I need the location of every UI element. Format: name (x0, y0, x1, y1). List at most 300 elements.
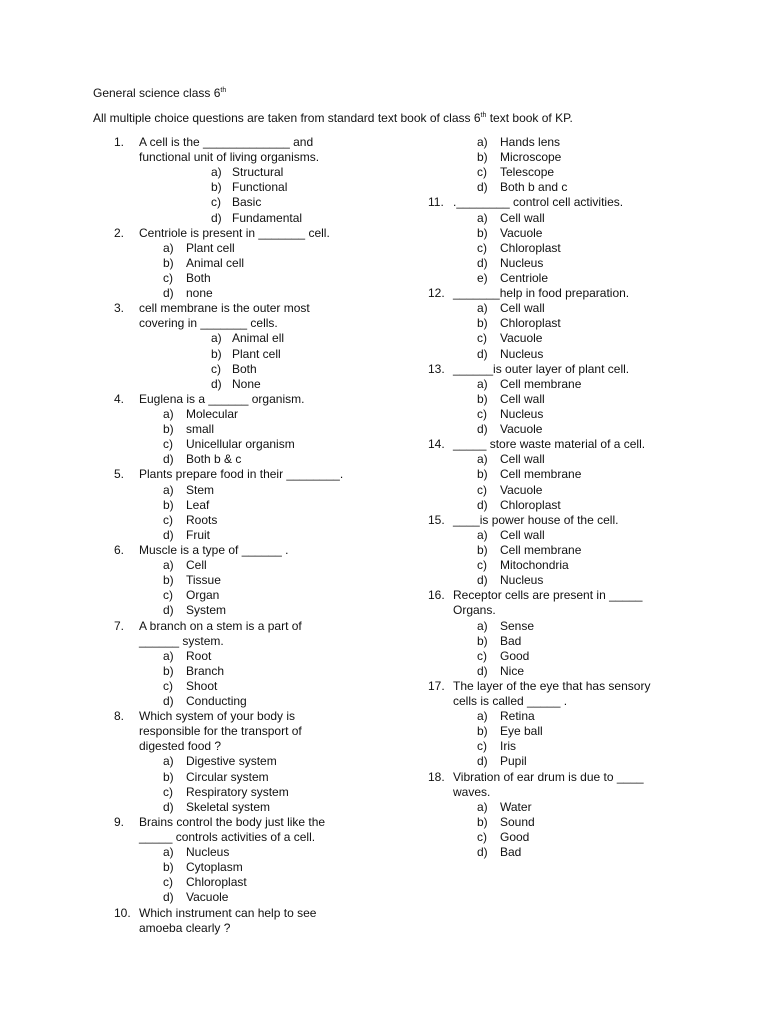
question-text: Centriole is present in _______ cell. (139, 225, 330, 240)
option-text: Respiratory system (186, 784, 289, 799)
option-text: Nucleus (500, 406, 544, 421)
answer-option (428, 739, 758, 754)
option-letter: b) (477, 814, 488, 829)
option-letter: b) (477, 150, 488, 165)
answer-option (428, 135, 758, 150)
answer-option (428, 709, 758, 724)
option-letter: d) (477, 573, 488, 588)
answer-option (428, 241, 758, 256)
option-list (428, 709, 758, 769)
option-list (114, 165, 444, 225)
answer-option (114, 286, 444, 301)
question-item (114, 543, 444, 619)
question-text: waves. (453, 784, 491, 799)
answer-option (114, 860, 444, 875)
question-line (114, 135, 444, 150)
option-text: Nucleus (186, 845, 230, 860)
question-text: cells is called _____ . (453, 694, 568, 709)
option-letter: c) (477, 739, 487, 754)
question-item (114, 619, 444, 710)
option-text: Animal cell (186, 255, 245, 270)
option-text: Cell wall (500, 391, 545, 406)
option-letter: c) (477, 331, 487, 346)
answer-option (114, 362, 444, 377)
option-text: Bad (500, 845, 522, 860)
option-text: Cell wall (500, 301, 545, 316)
answer-option (428, 180, 758, 195)
option-text: Chloroplast (500, 240, 561, 255)
option-letter: a) (163, 558, 174, 573)
question-line (114, 316, 444, 331)
option-letter: a) (163, 240, 174, 255)
answer-option (114, 573, 444, 588)
question-line (114, 150, 444, 165)
option-letter: d) (477, 497, 488, 512)
question-line (114, 815, 444, 830)
question-item (114, 301, 444, 392)
option-letter: c) (477, 648, 487, 663)
option-letter: a) (211, 331, 222, 346)
option-text: Shoot (186, 678, 218, 693)
answer-option (114, 800, 444, 815)
question-line (114, 634, 444, 649)
option-letter: b) (211, 346, 222, 361)
question-number: 8. (114, 709, 125, 724)
option-text: Nice (500, 663, 525, 678)
answer-option (114, 452, 444, 467)
option-letter: d) (477, 255, 488, 270)
option-letter: c) (477, 482, 487, 497)
option-text: Pupil (500, 754, 527, 769)
intro-text-end: text book of KP. (486, 111, 573, 125)
question-text: Which instrument can help to see (139, 905, 317, 920)
answer-option (114, 271, 444, 286)
option-text: Mitochondria (500, 558, 569, 573)
question-text: Plants prepare food in their ________. (139, 467, 344, 482)
question-item (428, 679, 758, 770)
answer-option (114, 890, 444, 905)
option-letter: b) (477, 467, 488, 482)
option-list (428, 619, 758, 679)
option-text: Chloroplast (500, 316, 561, 331)
answer-option (428, 347, 758, 362)
option-text: Retina (500, 709, 535, 724)
option-text: Microscope (500, 150, 562, 165)
answer-option (114, 165, 444, 180)
option-letter: a) (163, 754, 174, 769)
answer-option (428, 256, 758, 271)
option-text: Bad (500, 633, 522, 648)
option-letter: b) (163, 255, 174, 270)
option-text: Sense (500, 618, 535, 633)
answer-option (428, 528, 758, 543)
option-list (428, 211, 758, 287)
option-text: Both b and c (500, 180, 568, 195)
option-text: Iris (500, 739, 516, 754)
answer-option (428, 316, 758, 331)
option-text: Cell membrane (500, 542, 582, 557)
question-number: 7. (114, 618, 125, 633)
answer-option (114, 649, 444, 664)
answer-option (428, 754, 758, 769)
question-line (114, 543, 444, 558)
option-text: Nucleus (500, 573, 544, 588)
question-item (428, 195, 758, 286)
question-text: cell membrane is the outer most (139, 301, 310, 316)
option-text: Water (500, 799, 532, 814)
option-list (114, 649, 444, 709)
answer-option (114, 483, 444, 498)
option-letter: c) (477, 558, 487, 573)
option-text: Good (500, 830, 530, 845)
answer-option (428, 543, 758, 558)
right-question-column (428, 135, 758, 860)
question-text: _____ controls activities of a cell. (139, 830, 316, 845)
question-item (114, 226, 444, 302)
answer-option (428, 815, 758, 830)
answer-option (114, 558, 444, 573)
question-text: Organs. (453, 603, 496, 618)
option-letter: b) (163, 497, 174, 512)
question-line (114, 739, 444, 754)
option-letter: a) (477, 301, 488, 316)
question-text: Euglena is a ______ organism. (139, 391, 305, 406)
question-text: responsible for the transport of (139, 724, 302, 739)
question-line (428, 679, 758, 694)
option-list (428, 452, 758, 512)
question-line (114, 724, 444, 739)
option-text: small (186, 422, 215, 437)
option-text: Organ (186, 588, 220, 603)
question-number: 9. (114, 814, 125, 829)
question-item (428, 770, 758, 861)
answer-option (114, 211, 444, 226)
option-text: Leaf (186, 497, 210, 512)
option-text: Digestive system (186, 754, 277, 769)
option-text: Plant cell (232, 346, 281, 361)
question-item (114, 467, 444, 543)
answer-option (428, 211, 758, 226)
option-letter: c) (211, 195, 221, 210)
option-text: Fundamental (232, 210, 303, 225)
answer-option (114, 347, 444, 362)
question-line (114, 301, 444, 316)
option-text: Nucleus (500, 255, 544, 270)
option-letter: b) (477, 225, 488, 240)
option-list (428, 800, 758, 860)
option-letter: d) (163, 527, 174, 542)
question-line (428, 437, 758, 452)
answer-option (428, 226, 758, 241)
question-line (114, 619, 444, 634)
question-line (428, 603, 758, 618)
option-letter: b) (163, 573, 174, 588)
answer-option (428, 452, 758, 467)
option-text: Good (500, 648, 530, 663)
question-number: 5. (114, 467, 125, 482)
option-letter: d) (477, 754, 488, 769)
option-list (114, 241, 444, 301)
answer-option (428, 724, 758, 739)
option-text: Telescope (500, 165, 555, 180)
option-letter: a) (163, 845, 174, 860)
option-letter: a) (477, 210, 488, 225)
question-text: ______is outer layer of plant cell. (453, 361, 630, 376)
question-item (114, 906, 444, 936)
answer-option (114, 679, 444, 694)
question-number: 1. (114, 135, 125, 149)
option-text: Tissue (186, 573, 221, 588)
option-text: Cytoplasm (186, 860, 243, 875)
answer-option (428, 150, 758, 165)
question-line (428, 694, 758, 709)
answer-option (114, 241, 444, 256)
option-text: Vacuole (500, 422, 543, 437)
option-letter: b) (477, 633, 488, 648)
option-text: Root (186, 648, 212, 663)
question-text: Which system of your body is (139, 709, 296, 724)
answer-option (114, 180, 444, 195)
option-letter: c) (163, 588, 173, 603)
answer-option (114, 770, 444, 785)
option-letter: c) (477, 830, 487, 845)
answer-option (428, 800, 758, 815)
answer-option (428, 331, 758, 346)
question-line (114, 467, 444, 482)
option-letter: a) (477, 452, 488, 467)
answer-option (114, 407, 444, 422)
document-title (93, 86, 226, 100)
option-letter: c) (477, 240, 487, 255)
answer-option (428, 271, 758, 286)
title-text: General science class 6 (93, 86, 221, 100)
option-list (114, 845, 444, 905)
answer-option (428, 573, 758, 588)
question-number: 16. (428, 588, 445, 603)
option-letter: b) (211, 180, 222, 195)
option-text: Cell (186, 558, 207, 573)
answer-option (428, 845, 758, 860)
answer-option (428, 558, 758, 573)
question-text: _______help in food preparation. (453, 286, 630, 301)
option-text: Cell wall (500, 527, 545, 542)
answer-option (428, 377, 758, 392)
option-letter: a) (163, 406, 174, 421)
answer-option (428, 649, 758, 664)
option-list (428, 377, 758, 437)
option-letter: d) (477, 422, 488, 437)
option-text: Functional (232, 180, 288, 195)
option-letter: d) (163, 603, 174, 618)
option-text: Circular system (186, 769, 269, 784)
option-letter: a) (477, 618, 488, 633)
option-list (114, 331, 444, 391)
question-item (428, 513, 758, 589)
option-letter: d) (163, 694, 174, 709)
option-letter: a) (211, 165, 222, 180)
option-letter: a) (163, 648, 174, 663)
option-letter: d) (477, 180, 488, 195)
option-text: Chloroplast (186, 875, 247, 890)
option-letter: e) (477, 270, 488, 285)
question-number: 10. (114, 905, 131, 920)
option-list (114, 483, 444, 543)
option-letter: d) (477, 346, 488, 361)
option-text: Vacuole (186, 890, 229, 905)
question-text: The layer of the eye that has sensory (453, 678, 651, 693)
option-text: Vacuole (500, 225, 543, 240)
answer-option (114, 694, 444, 709)
option-letter: d) (211, 210, 222, 225)
question-line (428, 362, 758, 377)
answer-option (114, 498, 444, 513)
question-item (114, 815, 444, 906)
question-item (114, 392, 444, 468)
option-letter: c) (163, 512, 173, 527)
option-text: none (186, 286, 213, 301)
question-text: Vibration of ear drum is due to ____ (453, 769, 644, 784)
option-text: Cell membrane (500, 376, 582, 391)
question-item (428, 362, 758, 438)
question-line (428, 195, 758, 210)
option-text: Basic (232, 195, 262, 210)
option-letter: b) (477, 391, 488, 406)
answer-option (114, 513, 444, 528)
answer-option (114, 377, 444, 392)
option-letter: a) (477, 799, 488, 814)
question-number: 14. (428, 437, 445, 452)
option-list (428, 301, 758, 361)
option-list (428, 135, 758, 195)
answer-option (428, 301, 758, 316)
option-letter: b) (477, 542, 488, 557)
option-letter: c) (211, 361, 221, 376)
answer-option (114, 875, 444, 890)
option-text: Conducting (186, 694, 247, 709)
option-list (114, 754, 444, 814)
answer-option (114, 528, 444, 543)
option-text: Sound (500, 814, 535, 829)
question-line (114, 921, 444, 936)
answer-option (114, 664, 444, 679)
question-number: 18. (428, 769, 445, 784)
question-number: 12. (428, 286, 445, 301)
option-text: Animal ell (232, 331, 285, 346)
option-letter: c) (477, 406, 487, 421)
question-text: A branch on a stem is a part of (139, 618, 302, 633)
question-line (428, 513, 758, 528)
option-letter: d) (477, 663, 488, 678)
option-list (114, 558, 444, 618)
question-number: 17. (428, 678, 445, 693)
option-letter: b) (163, 663, 174, 678)
answer-option (428, 392, 758, 407)
question-number: 3. (114, 301, 125, 316)
answer-option (428, 165, 758, 180)
option-list (114, 407, 444, 467)
option-text: Cell membrane (500, 467, 582, 482)
answer-option (114, 331, 444, 346)
option-text: System (186, 603, 227, 618)
question-text: amoeba clearly ? (139, 920, 231, 935)
option-text: Vacuole (500, 331, 543, 346)
question-text: ____is power house of the cell. (453, 512, 619, 527)
option-letter: b) (163, 860, 174, 875)
option-letter: c) (163, 270, 173, 285)
option-list (428, 528, 758, 588)
option-text: Fruit (186, 527, 210, 542)
option-letter: b) (477, 724, 488, 739)
answer-option (114, 754, 444, 769)
option-text: Eye ball (500, 724, 543, 739)
option-letter: d) (163, 286, 174, 301)
option-letter: a) (163, 482, 174, 497)
question-item (428, 286, 758, 362)
intro-superscript: th (480, 112, 487, 119)
answer-option (428, 498, 758, 513)
question-line (114, 709, 444, 724)
option-text: Branch (186, 663, 225, 678)
question-item (114, 709, 444, 815)
option-text: Cell wall (500, 452, 545, 467)
option-text: Plant cell (186, 240, 235, 255)
question-text: Brains control the body just like the (139, 814, 326, 829)
answer-option (114, 422, 444, 437)
option-letter: d) (211, 376, 222, 391)
option-text: Chloroplast (500, 497, 561, 512)
answer-option (428, 664, 758, 679)
question-text: .________ control cell activities. (453, 195, 624, 210)
question-text: functional unit of living organisms. (139, 150, 320, 165)
option-text: Roots (186, 512, 218, 527)
question-item (114, 135, 444, 226)
question-line (114, 906, 444, 921)
option-letter: a) (477, 376, 488, 391)
answer-option (428, 483, 758, 498)
option-letter: d) (163, 799, 174, 814)
answer-option (428, 422, 758, 437)
question-text: ______ system. (139, 633, 224, 648)
option-text: Nucleus (500, 346, 544, 361)
answer-option (114, 256, 444, 271)
question-item (428, 588, 758, 679)
option-letter: a) (477, 527, 488, 542)
question-line (428, 785, 758, 800)
option-text: Both b & c (186, 452, 242, 467)
option-text: Skeletal system (186, 799, 271, 814)
answer-option (114, 437, 444, 452)
question-text: digested food ? (139, 739, 222, 754)
question-number: 15. (428, 512, 445, 527)
intro-line (93, 111, 573, 125)
question-number: 11. (428, 195, 444, 210)
option-text: Cell wall (500, 210, 545, 225)
option-letter: c) (163, 784, 173, 799)
answer-option (428, 407, 758, 422)
option-text: Both (186, 270, 211, 285)
question-item (428, 437, 758, 513)
question-number: 13. (428, 361, 445, 376)
question-number: 2. (114, 225, 125, 240)
option-text: Unicellular organism (186, 437, 295, 452)
question-text: Muscle is a type of ______ . (139, 542, 289, 557)
answer-option (114, 845, 444, 860)
answer-option (114, 588, 444, 603)
question-line (114, 226, 444, 241)
option-letter: c) (163, 437, 173, 452)
question-line (114, 830, 444, 845)
question-text: covering in _______ cells. (139, 316, 278, 331)
